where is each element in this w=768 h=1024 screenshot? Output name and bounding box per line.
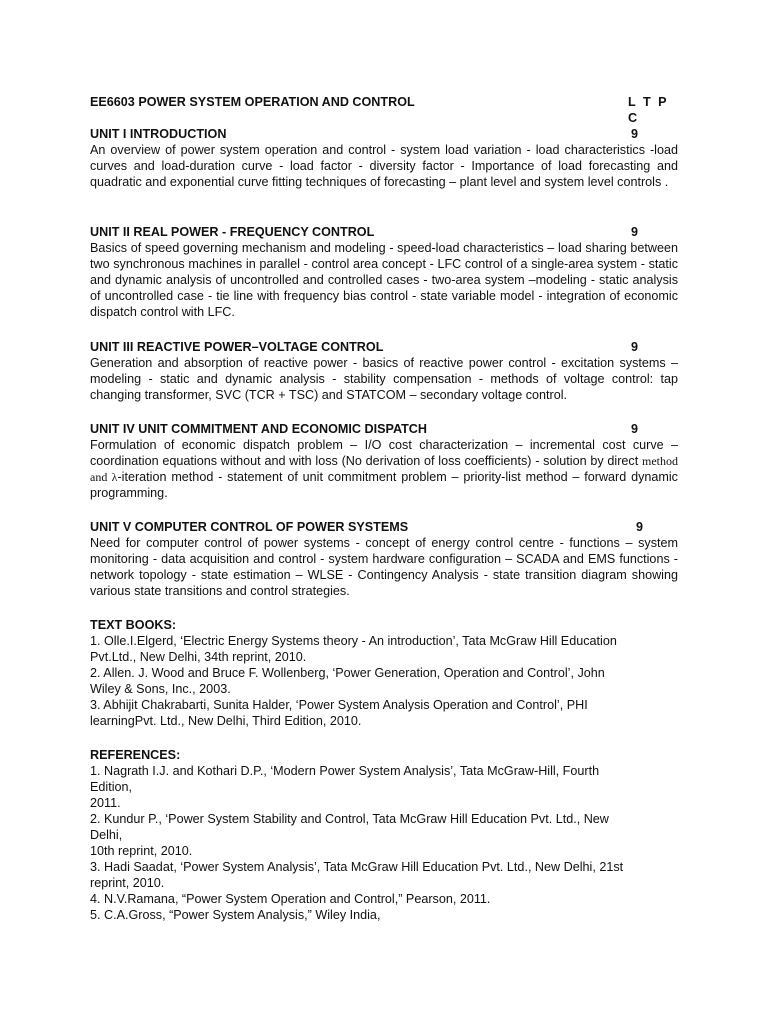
text-book-line: learningPvt. Ltd., New Delhi, Third Edition, 2010.: [90, 714, 362, 728]
unit-description: An overview of power system operation and control - system load variation - load characteristics -load curves and load-duration curve - load factor - diversity factor - Importance of load forecasting and quadratic and exponential curve fitting techniques of forecasting – plant level and system level controls .: [90, 143, 678, 189]
unit-heading: UNIT IV UNIT COMMITMENT AND ECONOMIC DISPATCH: [90, 422, 427, 436]
ltpc-label: L T P C: [628, 95, 669, 125]
text-book-line: 1. Olle.I.Elgerd, ‘Electric Energy Systems theory - An introduction’, Tata McGraw Hill Education: [90, 634, 617, 648]
text-book-line: Pvt.Ltd., New Delhi, 34th reprint, 2010.: [90, 650, 307, 664]
unit-3: [90, 339, 678, 403]
text-books-section: [90, 617, 678, 729]
text-book-line: 2. Allen. J. Wood and Bruce F. Wollenberg, ‘Power Generation, Operation and Control’, John: [90, 666, 605, 680]
reference-line: 3. Hadi Saadat, ‘Power System Analysis’, Tata McGraw Hill Education Pvt. Ltd., New Delhi, 21st: [90, 860, 624, 874]
unit-description: Generation and absorption of reactive power - basics of reactive power control - excitation systems –modeling - static and dynamic analysis - stability compensation - methods of voltage control: tap changing transformer, SVC (TCR + TSC) and STATCOM – secondary voltage control.: [90, 356, 678, 402]
unit-description: Need for computer control of power systems - concept of energy control centre - functions – system monitoring - data acquisition and control - system hardware configuration – SCADA and EMS functions - network topology - state estimation – WLSE - Contingency Analysis - state transition diagram showing various state transitions and control strategies.: [90, 536, 678, 598]
unit-text-part: -iteration method - statement of unit commitment problem – priority-list method – forward dynamic programming.: [90, 470, 678, 500]
unit-description: [90, 437, 678, 501]
text-book-line: Wiley & Sons, Inc., 2003.: [90, 682, 231, 696]
unit-heading: UNIT II REAL POWER - FREQUENCY CONTROL: [90, 225, 375, 239]
reference-line: 4. N.V.Ramana, “Power System Operation and Control,” Pearson, 2011.: [90, 892, 491, 906]
course-header: [90, 94, 678, 125]
unit-hours: 9: [631, 422, 639, 436]
course-title: EE6603 POWER SYSTEM OPERATION AND CONTROL: [90, 95, 415, 109]
references-section: [90, 747, 678, 923]
unit-heading: UNIT III REACTIVE POWER–VOLTAGE CONTROL: [90, 340, 384, 354]
unit-description: Basics of speed governing mechanism and modeling - speed-load characteristics – load sharing between two synchronous machines in parallel - control area concept - LFC control of a single-area system - static and dynamic analysis of uncontrolled and controlled cases - two-area system –modeling - static analysis of uncontrolled case - tie line with frequency bias control - state variable model - integration of economic dispatch control with LFC.: [90, 241, 678, 319]
reference-line: 2. Kundur P., ‘Power System Stability and Control, Tata McGraw Hill Education Pvt. Ltd., New: [90, 812, 609, 826]
text-book-line: 3. Abhijit Chakrabarti, Sunita Halder, ‘Power System Analysis Operation and Control’, PHI: [90, 698, 588, 712]
reference-line: 5. C.A.Gross, “Power System Analysis,” Wiley India,: [90, 908, 381, 922]
reference-line: 1. Nagrath I.J. and Kothari D.P., ‘Modern Power System Analysis’, Tata McGraw-Hill, Fourth: [90, 764, 600, 778]
unit-hours: 9: [631, 340, 639, 354]
reference-line: reprint, 2010.: [90, 876, 165, 890]
unit-1: [90, 126, 678, 190]
section-heading: REFERENCES:: [90, 748, 181, 762]
reference-line: Delhi,: [90, 828, 123, 842]
unit-heading: UNIT I INTRODUCTION: [90, 127, 227, 141]
section-heading: TEXT BOOKS:: [90, 618, 177, 632]
unit-5: [90, 519, 678, 599]
unit-4: [90, 421, 678, 501]
reference-line: 2011.: [90, 796, 121, 810]
unit-text-part: Formulation of economic dispatch problem – I/O cost characterization – incremental cost curve – coordination equations without and with loss (No derivation of loss coefficients) - solution by direct: [90, 438, 678, 468]
reference-line: Edition,: [90, 780, 133, 794]
unit-hours: 9: [631, 127, 639, 141]
reference-line: 10th reprint, 2010.: [90, 844, 193, 858]
unit-hours: 9: [636, 520, 644, 534]
unit-heading: UNIT V COMPUTER CONTROL OF POWER SYSTEMS: [90, 520, 409, 534]
unit-2: [90, 224, 678, 320]
unit-hours: 9: [631, 225, 639, 239]
lambda-method-text: method and λ: [90, 454, 679, 484]
